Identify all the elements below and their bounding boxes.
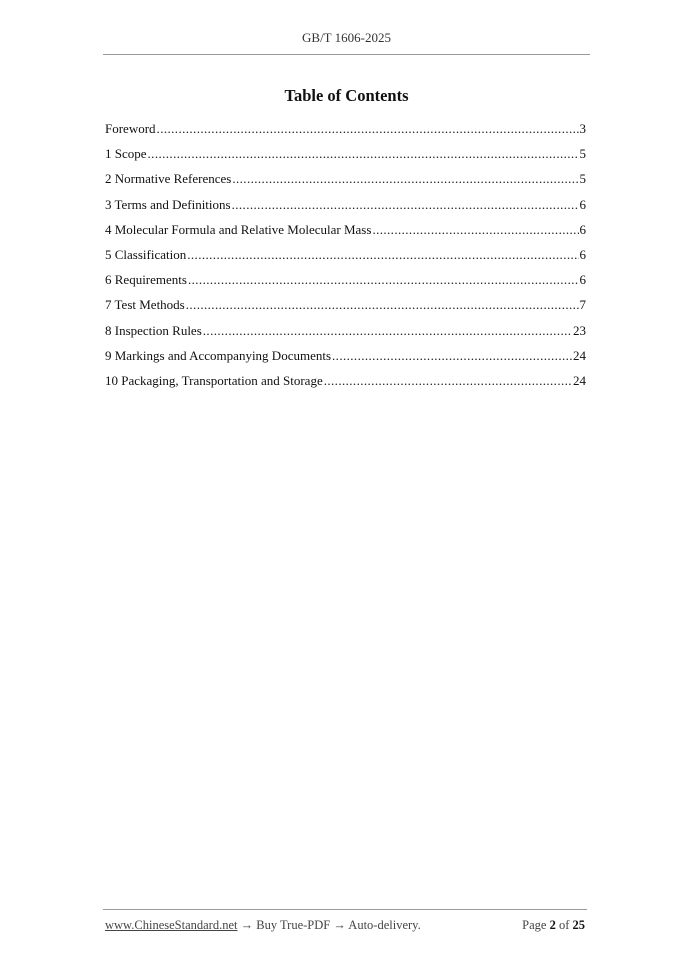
page-word: Page: [522, 918, 547, 932]
standard-code: GB/T 1606-2025: [302, 30, 391, 45]
page-indicator: [522, 918, 585, 933]
toc-entry-page: 7: [579, 297, 586, 313]
dot-leader: [203, 322, 572, 340]
header-divider: [103, 54, 590, 55]
dot-leader: [232, 170, 578, 188]
toc-entry-label: 4 Molecular Formula and Relative Molecular Mass: [105, 221, 372, 237]
footer-promo: [105, 918, 421, 933]
toc-entry-page: 6: [579, 221, 586, 237]
toc-entry-page: 6: [579, 196, 586, 212]
toc-entry-classification[interactable]: [105, 246, 586, 271]
toc-entry-scope[interactable]: [105, 145, 586, 170]
dot-leader: [324, 372, 572, 390]
toc-entry-page: 6: [579, 246, 586, 262]
toc-entry-page: 6: [579, 272, 586, 288]
of-word: of: [558, 918, 570, 932]
document-header: [103, 30, 590, 46]
toc-entry-label: 2 Normative References: [105, 171, 232, 187]
dot-leader: [332, 347, 572, 365]
footer-divider: [103, 909, 587, 910]
toc-entry-page: 5: [579, 171, 586, 187]
toc-entry-foreword[interactable]: [105, 120, 586, 145]
toc-entry-normative-references[interactable]: [105, 170, 586, 195]
toc-entry-label: 5 Classification: [105, 246, 187, 262]
footer-tagline: → Buy True-PDF → Auto-delivery.: [237, 918, 421, 932]
current-page-number: 2: [549, 918, 556, 932]
table-of-contents: [105, 120, 586, 397]
toc-entry-test-methods[interactable]: [105, 296, 586, 321]
toc-entry-page: 24: [573, 372, 586, 388]
total-pages-number: 25: [572, 918, 585, 932]
toc-entry-label: 3 Terms and Definitions: [105, 196, 231, 212]
toc-entry-markings[interactable]: [105, 347, 586, 372]
toc-entry-inspection-rules[interactable]: [105, 322, 586, 347]
toc-entry-page: 5: [579, 146, 586, 162]
toc-entry-label: 1 Scope: [105, 146, 147, 162]
toc-entry-label: 7 Test Methods: [105, 297, 185, 313]
dot-leader: [232, 196, 579, 214]
dot-leader: [188, 271, 579, 289]
toc-entry-page: 23: [573, 322, 586, 338]
toc-entry-page: 24: [573, 347, 586, 363]
toc-entry-terms-and-definitions[interactable]: [105, 196, 586, 221]
toc-entry-molecular-formula[interactable]: [105, 221, 586, 246]
dot-leader: [372, 221, 578, 239]
toc-entry-page: 3: [579, 121, 586, 136]
site-link[interactable]: www.ChineseStandard.net: [105, 918, 238, 932]
toc-title: Table of Contents: [284, 86, 409, 105]
toc-entry-requirements[interactable]: [105, 271, 586, 296]
dot-leader: [157, 120, 579, 138]
toc-entry-label: 9 Markings and Accompanying Documents: [105, 347, 332, 363]
dot-leader: [148, 145, 579, 163]
toc-entry-label: 8 Inspection Rules: [105, 322, 202, 338]
dot-leader: [187, 246, 578, 264]
toc-entry-label: 10 Packaging, Transportation and Storage: [105, 372, 323, 388]
toc-entry-label: 6 Requirements: [105, 272, 187, 288]
dot-leader: [186, 296, 579, 314]
toc-entry-packaging[interactable]: [105, 372, 586, 397]
toc-entry-label: Foreword: [105, 121, 156, 136]
